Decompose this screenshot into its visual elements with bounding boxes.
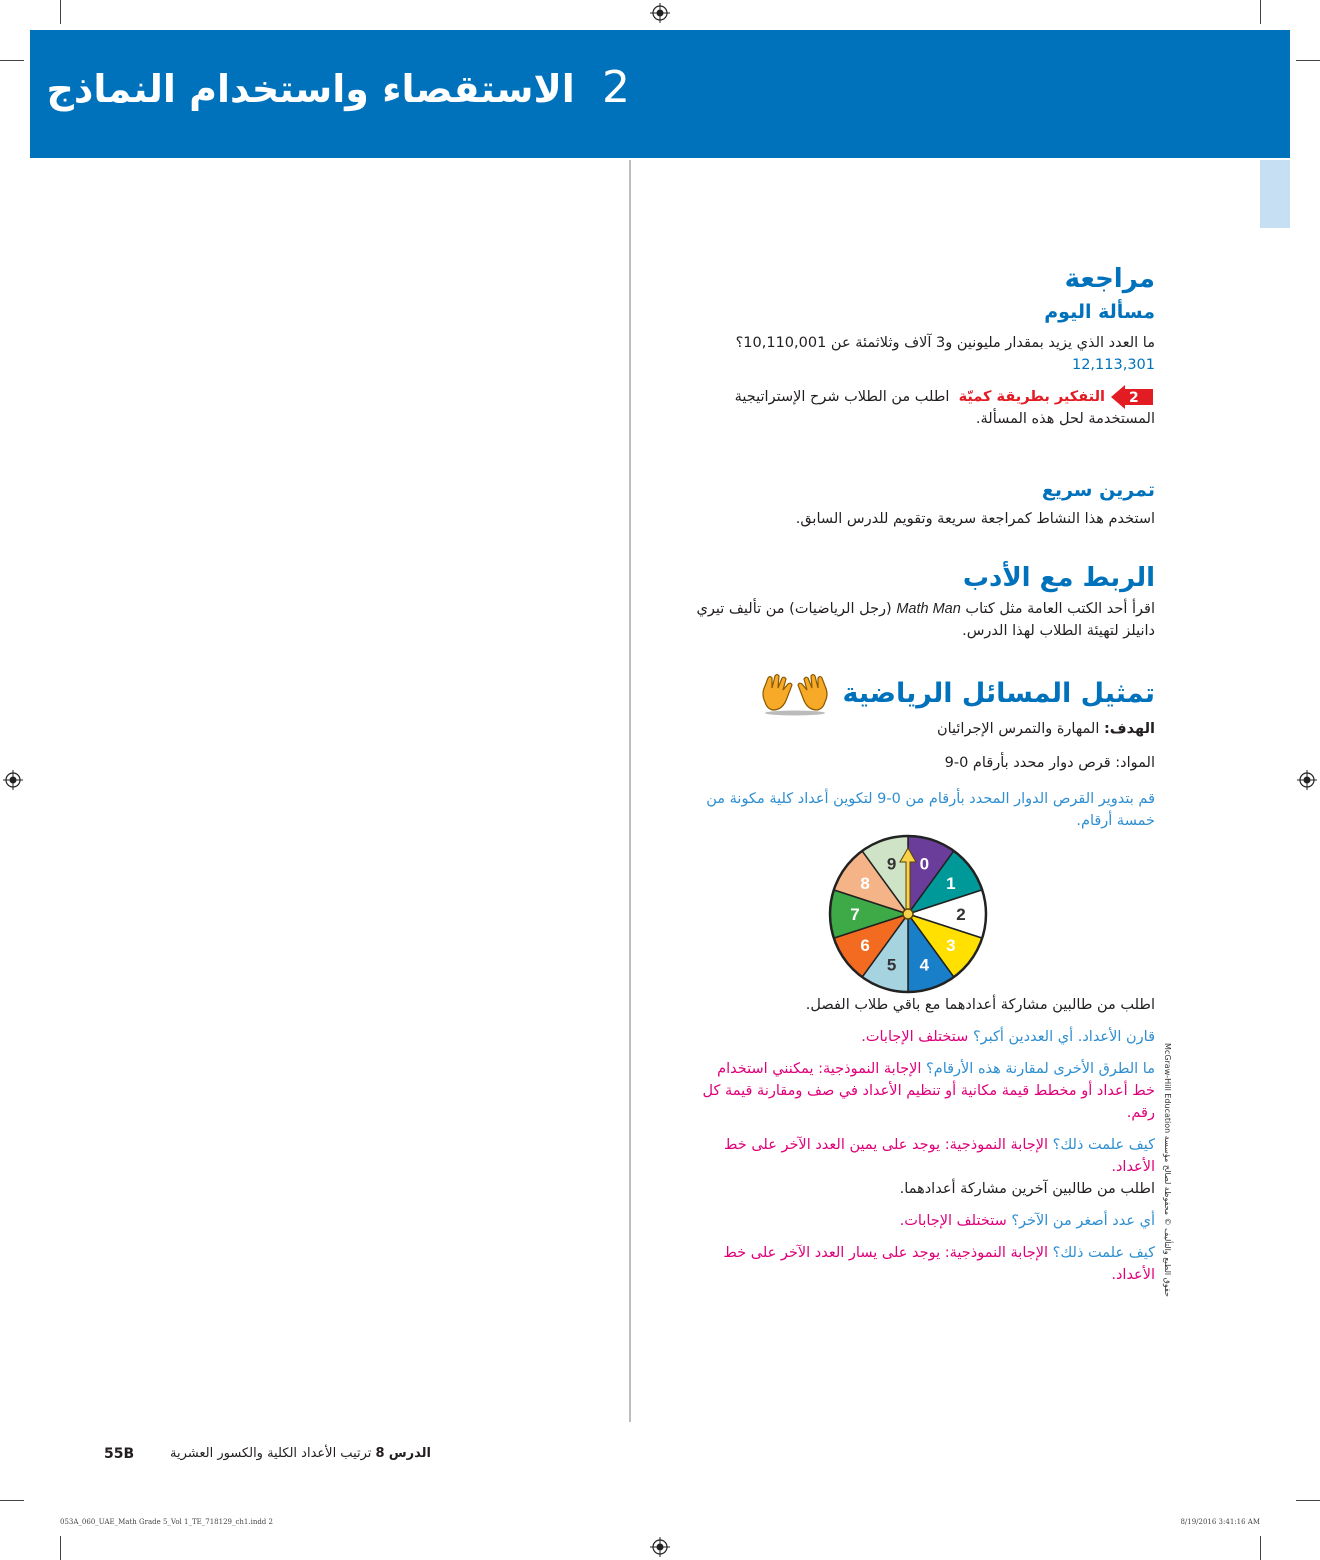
discussion-section bbox=[695, 994, 1155, 1286]
problem-answer: 12,113,301 bbox=[1071, 357, 1155, 373]
number-spinner bbox=[826, 832, 990, 996]
crop-mark bbox=[60, 1536, 61, 1560]
reasoning-note bbox=[695, 386, 1155, 430]
goal-text: المهارة والتمرس الإجرائيان bbox=[936, 721, 1100, 737]
practice-arrow-icon bbox=[1111, 386, 1155, 408]
question-3-text: كيف علمت ذلك؟ bbox=[1052, 1137, 1155, 1153]
question-5-text: كيف علمت ذلك؟ bbox=[1052, 1245, 1155, 1261]
modeling-section bbox=[695, 672, 1155, 832]
materials-text: قرص دوار محدد بأرقام 0-9 bbox=[944, 755, 1111, 771]
share-prompt-2: اطلب من طالبين آخرين مشاركة أعدادهما. bbox=[899, 1181, 1155, 1197]
share-prompt: اطلب من طالبين مشاركة أعدادهما مع باقي طلاب الفصل. bbox=[805, 997, 1155, 1013]
question-5-answer: الإجابة النموذجية: يوجد على يسار العدد الآخر على خط الأعداد. bbox=[723, 1245, 1155, 1283]
lesson-title: ترتيب الأعداد الكلية والكسور العشرية bbox=[170, 1446, 372, 1461]
spinner-label: 0 bbox=[919, 854, 930, 874]
spinner-hub bbox=[903, 909, 913, 919]
lesson-label: الدرس bbox=[388, 1446, 432, 1461]
question-4-text: أي عدد أصغر من الآخر؟ bbox=[1011, 1213, 1155, 1229]
crop-mark bbox=[1260, 0, 1261, 24]
literature-heading: الربط مع الأدب bbox=[962, 563, 1155, 593]
question-2-answer: الإجابة النموذجية: يمكنني استخدام خط أعداد أو مخطط قيمة مكانية أو تنظيم الأعداد في صف ومقارنة قيمة كل رقم. bbox=[702, 1061, 1155, 1121]
modeling-heading: تمثيل المسائل الرياضية bbox=[842, 678, 1155, 709]
question-4 bbox=[695, 1210, 1155, 1232]
side-tab bbox=[1260, 160, 1290, 228]
question-1 bbox=[695, 1026, 1155, 1048]
question-1-answer: ستختلف الإجابات. bbox=[861, 1029, 969, 1045]
question-3-answer: الإجابة النموذجية: يوجد على يمين العدد الآخر على خط الأعداد. bbox=[723, 1137, 1155, 1175]
reasoning-label: التفكير بطريقة كميّة bbox=[958, 389, 1105, 405]
spinner-label: 3 bbox=[946, 936, 956, 956]
goal-line bbox=[695, 718, 1155, 740]
spinner-instruction: قم بتدوير القرص الدوار المحدد بأرقام من 0-9 لتكوين أعداد كلية مكونة من خمسة أرقام. bbox=[706, 791, 1155, 829]
goal-label: الهدف: bbox=[1103, 721, 1155, 737]
hands-icon bbox=[759, 672, 831, 716]
question-1-text: قارن الأعداد. أي العددين أكبر؟ bbox=[972, 1029, 1155, 1045]
book-title: Math Man bbox=[896, 601, 961, 617]
question-2 bbox=[695, 1058, 1155, 1124]
question-4-answer: ستختلف الإجابات. bbox=[899, 1213, 1007, 1229]
quick-practice-section bbox=[695, 476, 1155, 530]
materials-line bbox=[695, 752, 1155, 774]
spinner-label: 4 bbox=[919, 955, 930, 975]
materials-label: المواد: bbox=[1115, 755, 1155, 771]
badge-number: 2 bbox=[1129, 390, 1139, 406]
registration-mark-icon bbox=[1297, 770, 1317, 790]
spinner-label: 9 bbox=[886, 854, 897, 874]
lesson-number: 8 bbox=[375, 1446, 385, 1461]
crop-mark bbox=[60, 0, 61, 24]
spinner-label: 1 bbox=[946, 873, 956, 893]
literature-text-after: (رجل الرياضيات) من تأليف تيري دانيلز لتهيئة الطلاب لهذا الدرس. bbox=[696, 601, 1155, 639]
chapter-title bbox=[46, 62, 630, 113]
print-timestamp: 8/19/2016 3:41:16 AM bbox=[1180, 1518, 1260, 1526]
quick-practice-text: استخدم هذا النشاط كمراجعة سريعة وتقويم للدرس السابق. bbox=[795, 511, 1155, 527]
column-divider bbox=[629, 160, 631, 1422]
reasoning-text: اطلب من الطلاب شرح الإستراتيجية المستخدمة لحل هذه المسألة. bbox=[734, 389, 1155, 427]
literature-text bbox=[695, 598, 1155, 642]
registration-mark-icon bbox=[650, 1537, 670, 1557]
quick-practice-heading: تمرين سريع bbox=[1041, 479, 1155, 501]
problem-text: ما العدد الذي يزيد بمقدار مليونين و3 آلاف وثلاثمئة عن 10,110,001؟ bbox=[735, 335, 1155, 351]
literature-text-before: اقرأ أحد الكتب العامة مثل كتاب bbox=[965, 601, 1155, 617]
review-heading: مراجعة bbox=[1064, 264, 1155, 294]
registration-mark-icon bbox=[650, 3, 670, 23]
literature-section bbox=[695, 560, 1155, 642]
spinner-label: 8 bbox=[860, 873, 870, 893]
crop-mark bbox=[1296, 60, 1320, 61]
question-2-text: ما الطرق الأخرى لمقارنة هذه الأرقام؟ bbox=[926, 1061, 1155, 1077]
chapter-title-text: الاستقصاء واستخدام النماذج bbox=[46, 67, 575, 111]
copyright-notice: حقوق الطبع والتأليف © محفوظة لصالح مؤسسة McGraw-Hill Education bbox=[1163, 1043, 1172, 1297]
file-slug: 053A_060_UAE_Math Grade 5_Vol 1_TE_718129_ch1.indd 2 bbox=[60, 1518, 273, 1526]
review-section bbox=[695, 262, 1155, 430]
spinner-label: 5 bbox=[886, 955, 897, 975]
question-5 bbox=[695, 1242, 1155, 1286]
crop-mark bbox=[0, 60, 24, 61]
crop-mark bbox=[0, 1500, 24, 1501]
footer-lesson bbox=[170, 1446, 431, 1461]
spinner-label: 7 bbox=[850, 905, 860, 924]
modeling-heading-row bbox=[695, 672, 1155, 716]
problem-of-day-heading: مسألة اليوم bbox=[1044, 301, 1155, 323]
spinner-label: 6 bbox=[860, 936, 870, 956]
registration-mark-icon bbox=[3, 770, 23, 790]
spinner-label: 2 bbox=[956, 905, 966, 924]
crop-mark bbox=[1296, 1500, 1320, 1501]
question-3 bbox=[695, 1134, 1155, 1178]
chapter-number: 2 bbox=[602, 62, 630, 113]
page-number: 55B bbox=[104, 1446, 135, 1462]
crop-mark bbox=[1260, 1536, 1261, 1560]
